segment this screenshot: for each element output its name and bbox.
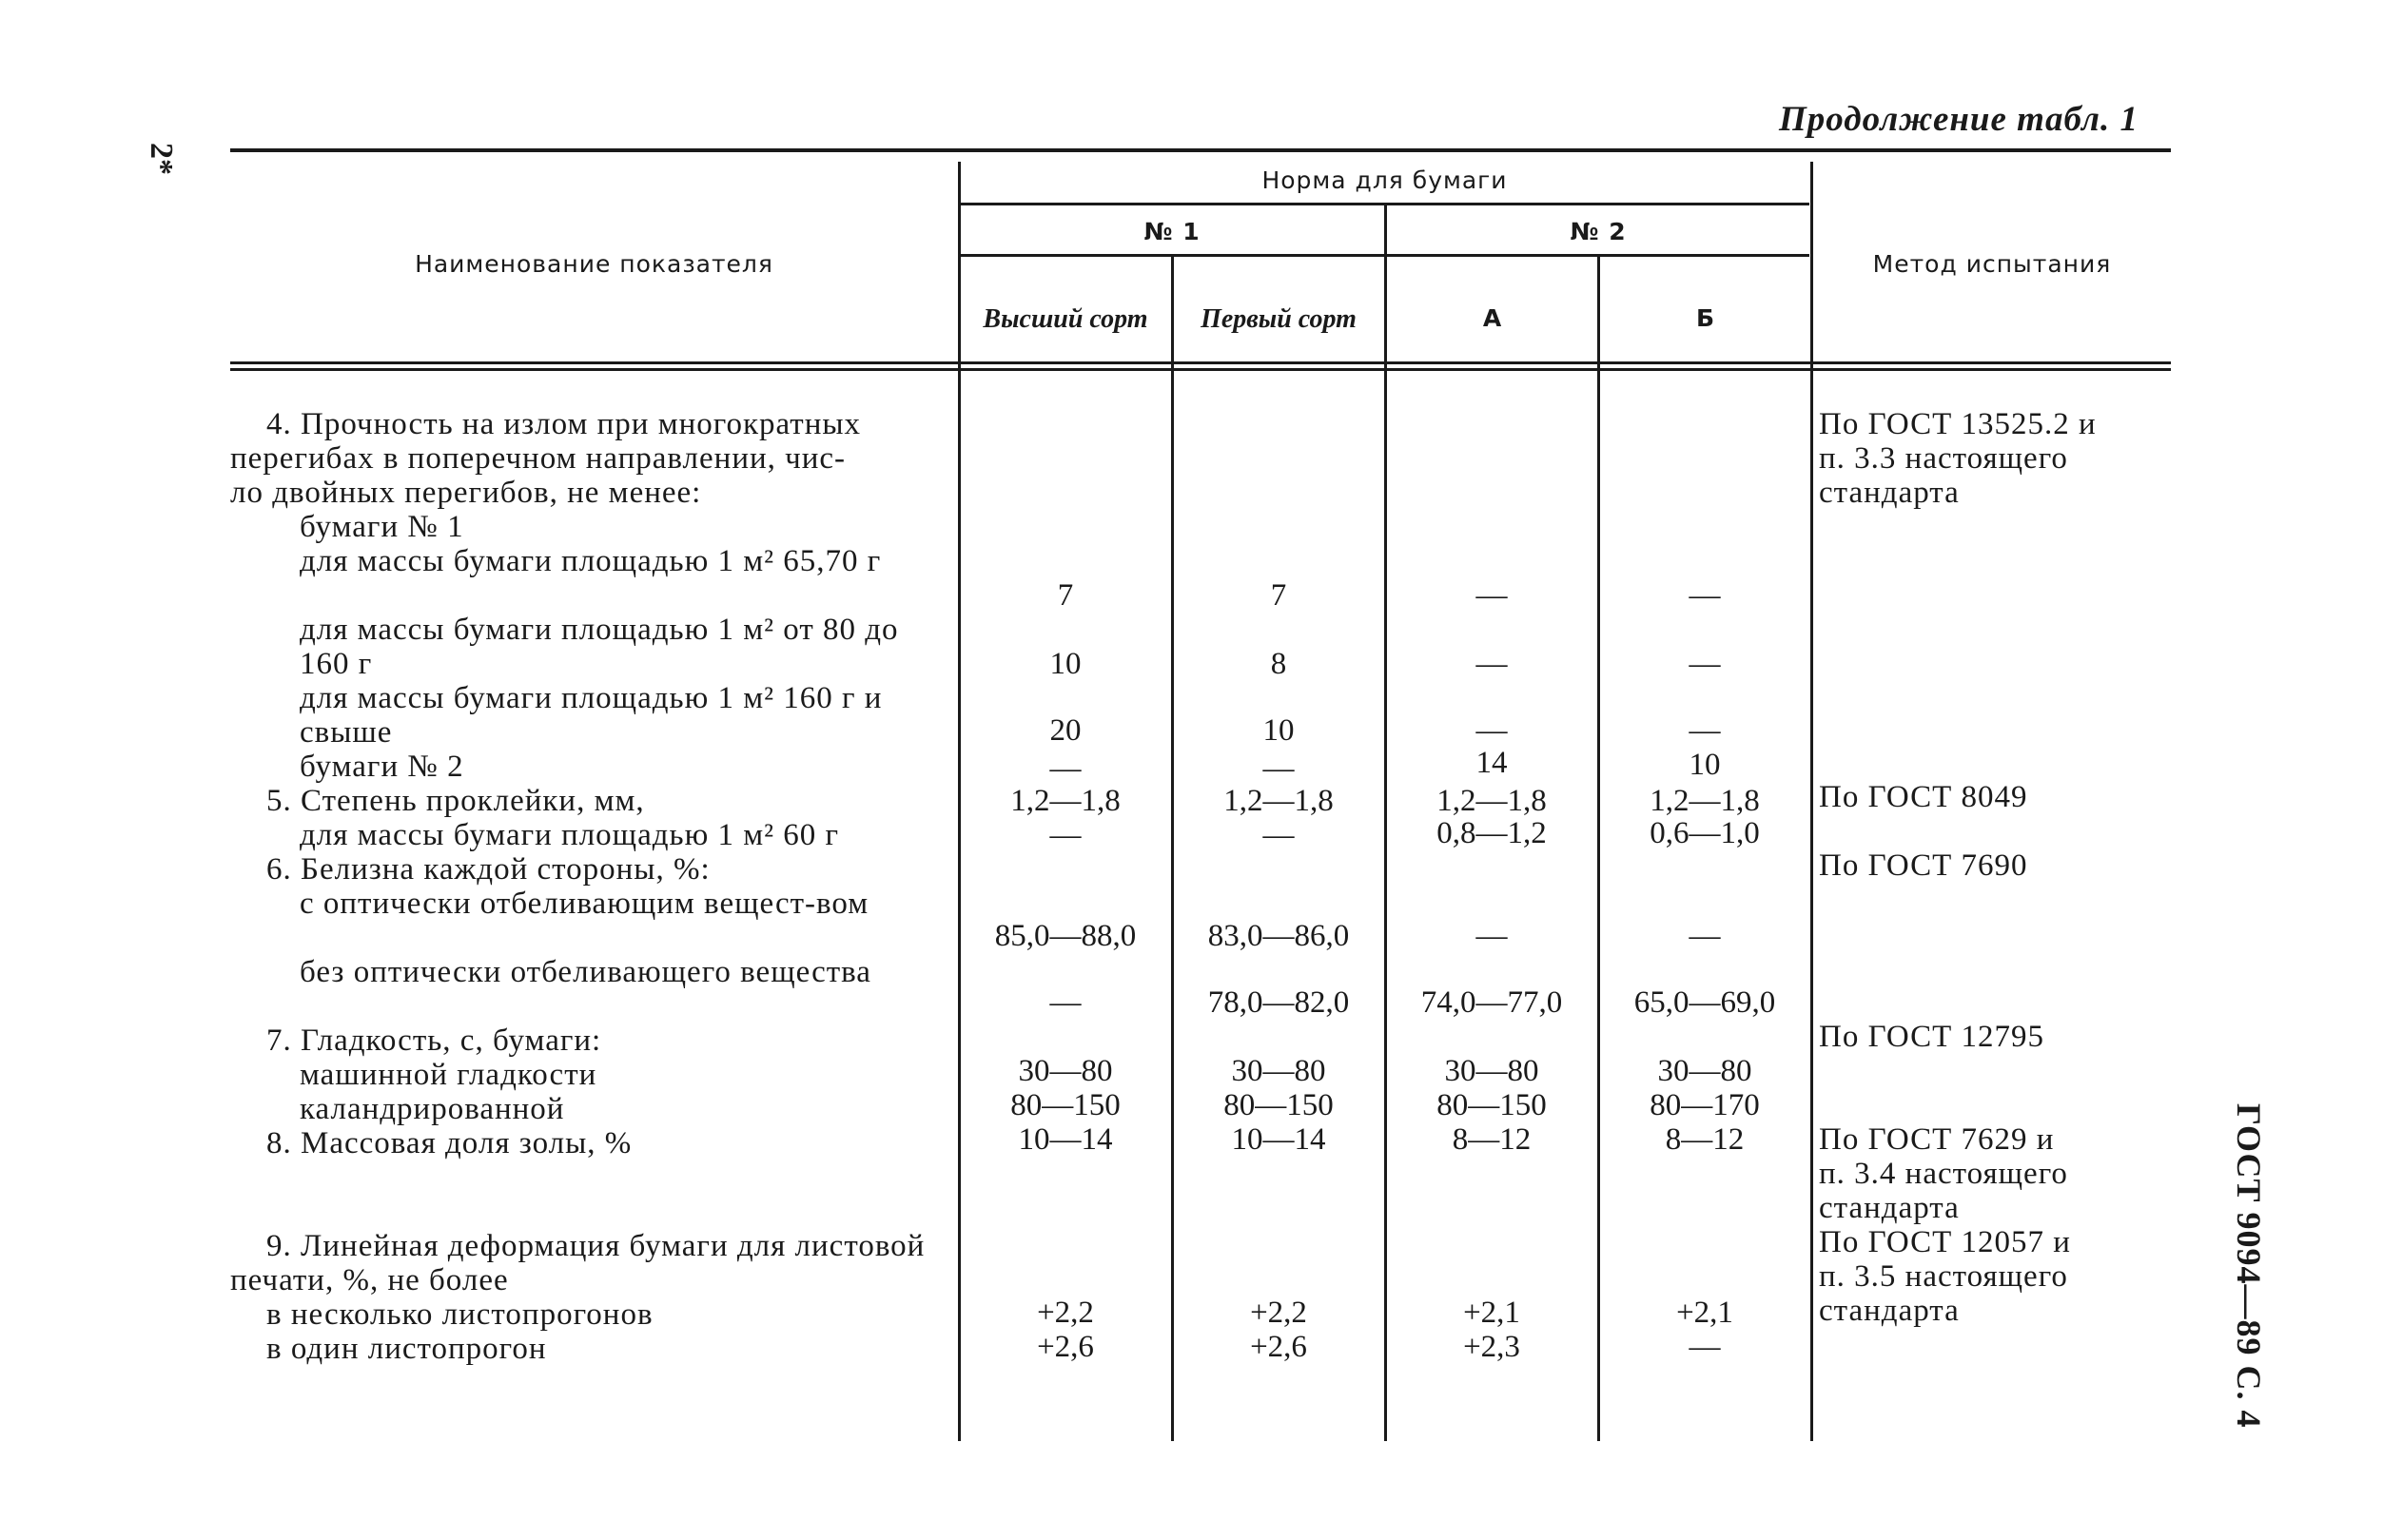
value-cell: — (1475, 713, 1508, 748)
method-8-line-3: стандарта (1819, 1191, 1960, 1225)
value-cell: 30—80 (1018, 1054, 1113, 1088)
value-cell: 80—150 (1010, 1088, 1121, 1122)
value-cell: — (1475, 919, 1508, 953)
value-cell: 8 (1270, 647, 1287, 681)
value-cell: 10 (1049, 647, 1082, 681)
value-cell: 8—12 (1452, 1122, 1532, 1157)
row-6-title: 6. Белизна каждой стороны, %: (266, 852, 711, 887)
value-cell: 10—14 (1018, 1122, 1113, 1157)
method-4-line-3: стандарта (1819, 476, 1960, 510)
method-4-line-2: п. 3.3 настоящего (1819, 441, 2068, 476)
row-9-title: 9. Линейная деформация бумаги для листовой печати, %, не более (230, 1229, 926, 1297)
header-n2: № 2 (1570, 218, 1627, 245)
value-cell: 7 (1057, 578, 1074, 613)
method-9-line-2: п. 3.5 настоящего (1819, 1259, 2068, 1294)
value-cell: — (1689, 647, 1721, 681)
header-bottom-rule-2 (230, 368, 2171, 371)
header-norm: Норма для бумаги (1261, 166, 1508, 194)
row-7-title: 7. Гладкость, с, бумаги: (266, 1023, 602, 1058)
value-cell: — (1262, 751, 1295, 786)
value-cell: — (1049, 751, 1082, 786)
value-cell: — (1475, 578, 1508, 613)
value-cell: 78,0—82,0 (1207, 985, 1350, 1020)
value-cell: 1,2—1,8 (1436, 784, 1547, 818)
row-9-one-pass: в один листопрогон (266, 1332, 547, 1366)
value-cell: — (1049, 818, 1082, 852)
value-cell: 10 (1689, 748, 1721, 782)
value-cell: 80—150 (1223, 1088, 1334, 1122)
value-cell: 10 (1262, 713, 1295, 748)
value-cell: — (1689, 578, 1721, 613)
method-5: По ГОСТ 8049 (1819, 780, 2028, 814)
header-highest-grade: Высший сорт (983, 304, 1148, 334)
value-cell: +2,1 (1463, 1296, 1520, 1330)
value-cell: 30—80 (1444, 1054, 1539, 1088)
value-cell: — (1689, 919, 1721, 953)
value-cell: +2,6 (1037, 1330, 1094, 1364)
value-cell: — (1689, 713, 1721, 748)
value-cell: 1,2—1,8 (1010, 784, 1121, 818)
header-indicator: Наименование показателя (415, 250, 773, 278)
value-cell: 80—150 (1436, 1088, 1547, 1122)
header-grade-b: Б (1695, 304, 1716, 332)
row-7-calendered: каландрированной (300, 1092, 565, 1126)
row-8-title: 8. Массовая доля золы, % (266, 1126, 633, 1160)
row-4-paper-1: бумаги № 1 (300, 510, 464, 544)
side-gost-header: ГОСТ 9094—89 С. 4 (2230, 1103, 2268, 1429)
value-cell: — (1049, 985, 1082, 1020)
header-grade-a: А (1482, 304, 1503, 332)
continuation-title: Продолжение табл. 1 (1779, 100, 2139, 139)
row-7-machine: машинной гладкости (300, 1058, 597, 1092)
header-n1: № 1 (1143, 218, 1201, 245)
value-cell: +2,3 (1463, 1330, 1520, 1364)
row-4-line-2: перегибах в поперечном направлении, чис- (230, 441, 847, 476)
method-9-line-3: стандарта (1819, 1294, 1960, 1328)
value-cell: 74,0—77,0 (1420, 985, 1563, 1020)
method-8-line-1: По ГОСТ 7629 и (1819, 1122, 2055, 1157)
value-cell: 30—80 (1231, 1054, 1326, 1088)
method-9-line-1: По ГОСТ 12057 и (1819, 1225, 2071, 1259)
row-5-title: 5. Степень проклейки, мм, (266, 784, 645, 818)
value-cell: 7 (1270, 578, 1287, 613)
value-cell: — (1689, 1330, 1721, 1364)
value-cell: — (1475, 647, 1508, 681)
row-9-several-passes: в несколько листопрогонов (266, 1297, 654, 1332)
value-cell: 30—80 (1657, 1054, 1752, 1088)
value-cell: +2,2 (1250, 1296, 1307, 1330)
method-7: По ГОСТ 12795 (1819, 1020, 2044, 1054)
corner-mark: 2* (144, 143, 179, 175)
value-cell: 1,2—1,8 (1650, 784, 1760, 818)
value-cell: 65,0—69,0 (1633, 985, 1776, 1020)
value-cell: +2,1 (1676, 1296, 1733, 1330)
value-cell: 0,6—1,0 (1650, 816, 1760, 850)
value-cell: 0,8—1,2 (1436, 816, 1547, 850)
row-6-without-brightener: без оптически отбеливающего вещества (300, 955, 871, 989)
value-cell: 1,2—1,8 (1223, 784, 1334, 818)
column-rule-5 (1810, 162, 1813, 1441)
value-cell: 20 (1049, 713, 1082, 748)
value-cell: — (1262, 818, 1295, 852)
header-method: Метод испытания (1872, 250, 2112, 278)
row-4-mass-65: для массы бумаги площадью 1 м² 65,70 г (300, 544, 882, 578)
method-6: По ГОСТ 7690 (1819, 848, 2028, 883)
row-5-mass-60: для массы бумаги площадью 1 м² 60 г (300, 818, 840, 852)
value-cell: 8—12 (1665, 1122, 1745, 1157)
row-4-mass-160: для массы бумаги площадью 1 м² 160 г и свыше (300, 681, 883, 750)
value-cell: 80—170 (1650, 1088, 1760, 1122)
row-4-line-1: 4. Прочность на излом при многократных (266, 407, 862, 441)
table-top-rule (230, 148, 2171, 152)
row-4-mass-80-160: для массы бумаги площадью 1 м² от 80 до 160 г (300, 613, 899, 681)
value-cell: 83,0—86,0 (1207, 919, 1350, 953)
method-4-line-1: По ГОСТ 13525.2 и (1819, 407, 2097, 441)
value-cell: 10—14 (1231, 1122, 1326, 1157)
row-4-line-3: ло двойных перегибов, не менее: (230, 476, 702, 510)
value-cell: +2,2 (1037, 1296, 1094, 1330)
header-bottom-rule-1 (230, 361, 2171, 364)
value-cell: 85,0—88,0 (994, 919, 1137, 953)
header-first-grade: Первый сорт (1201, 304, 1357, 334)
row-6-with-brightener: с оптически отбеливающим вещест-вом (300, 887, 869, 921)
value-cell: 14 (1475, 746, 1508, 780)
row-4-paper-2: бумаги № 2 (300, 750, 464, 784)
value-cell: +2,6 (1250, 1330, 1307, 1364)
method-8-line-2: п. 3.4 настоящего (1819, 1157, 2068, 1191)
